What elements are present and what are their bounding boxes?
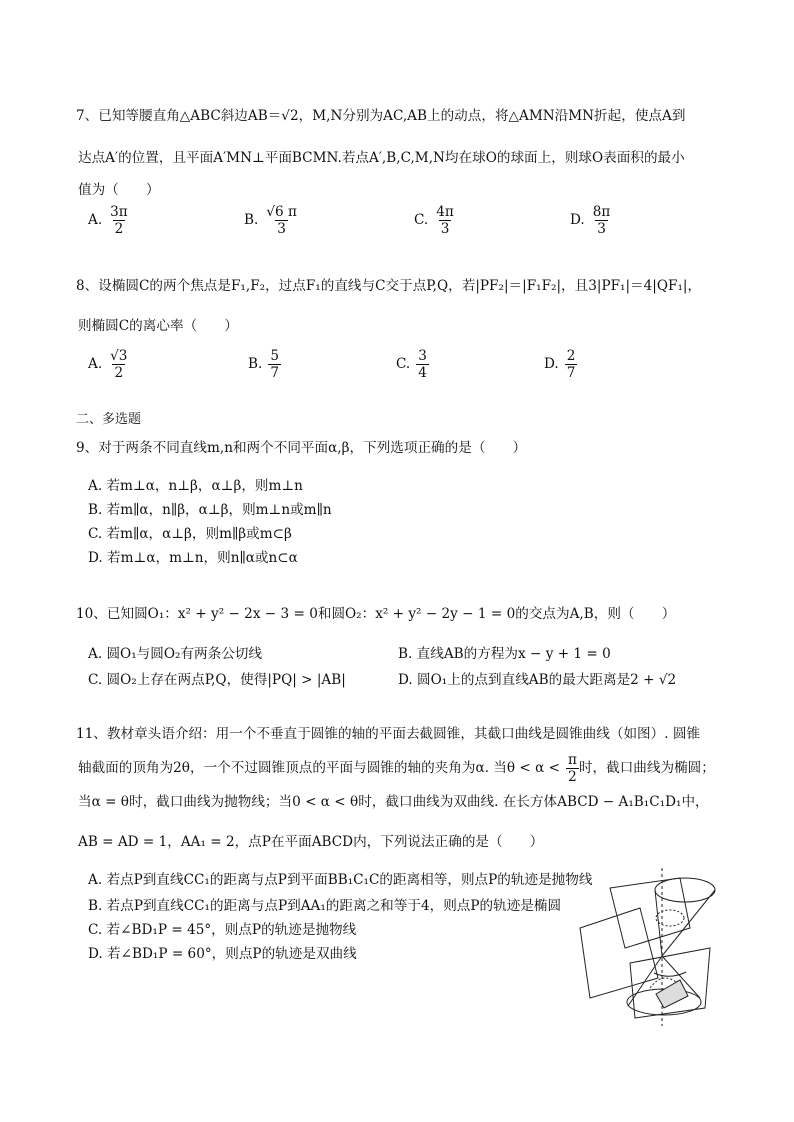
- q7-stem-line3: 值为（ ）: [78, 182, 160, 198]
- q9-stem: 9、对于两条不同直线m,n和两个不同平面α,β，下列选项正确的是（ ）: [76, 440, 527, 456]
- fraction: $\frac{4\pi}{3}$: [436, 204, 454, 237]
- option-label: B.: [244, 212, 259, 228]
- q11-option-b[interactable]: B. 若点P到直线CC₁的距离与点P到AA₁的距离之和等于4，则点P的轨迹是椭圆: [88, 898, 562, 914]
- fraction: $\frac{√6 \pi}{3}$: [266, 204, 297, 237]
- q10-option-c[interactable]: C. 圆O₂上存在两点P,Q，使得|PQ| > |AB|: [88, 672, 346, 688]
- q9-option-c[interactable]: C. 若m∥α，α⊥β，则m∥β或m⊂β: [88, 526, 292, 542]
- option-label: D.: [570, 212, 585, 228]
- option-label: D.: [544, 356, 559, 372]
- q7-option-c[interactable]: [414, 204, 456, 237]
- section-heading: 二、多选题: [76, 412, 142, 427]
- fraction: $\frac{\pi}{2}$: [567, 752, 577, 785]
- q8-stem-line1: 8、设椭圆C的两个焦点是F₁,F₂，过点F₁的直线与C交于点P,Q，若|PF₂|＝|F₁F₂|，且3|PF₁|＝4|QF₁|，: [76, 278, 702, 294]
- shaded-section: [656, 980, 688, 1008]
- q9-option-d[interactable]: D. 若m⊥α，m⊥n，则n∥α或n⊂α: [88, 550, 298, 566]
- fraction: $\frac{5}{7}$: [270, 348, 279, 381]
- q11-option-c[interactable]: C. 若∠BD₁P = 45°，则点P的轨迹是抛物线: [88, 922, 357, 938]
- ellipse-section: [656, 910, 684, 926]
- cone-section-figure: [570, 868, 720, 1028]
- q8-stem-line2: 则椭圆C的离心率（ ）: [78, 318, 238, 334]
- cutting-plane-1: [580, 908, 658, 998]
- option-label: C.: [396, 356, 411, 372]
- fraction: $\frac{√3}{2}$: [110, 348, 128, 381]
- q11-stem-line2-tail: 时，截口曲线为椭圆；: [578, 760, 715, 776]
- q10-option-d[interactable]: D. 圆O₁上的点到直线AB的最大距离是2 + √2: [398, 672, 677, 688]
- q7-option-b[interactable]: [244, 204, 299, 237]
- q7-stem-line2: 达点A′的位置，且平面A′MN⊥平面BCMN.若点A′,B,C,M,N均在球O的球面上，则球O表面积的最小: [78, 150, 685, 166]
- q11-option-d[interactable]: D. 若∠BD₁P = 60°，则点P的轨迹是双曲线: [88, 946, 357, 962]
- q8-option-b[interactable]: [248, 348, 281, 381]
- q10-option-a[interactable]: A. 圆O₁与圆O₂有两条公切线: [88, 646, 262, 662]
- option-label: B.: [248, 356, 263, 372]
- fraction: $\frac{3\pi}{2}$: [110, 204, 128, 237]
- hyperbola-section: [654, 972, 686, 976]
- cutting-plane-2: [610, 878, 690, 948]
- fraction: $\frac{2}{7}$: [566, 348, 576, 381]
- q11-stem-line4: AB = AD = 1，AA₁ = 2，点P在平面ABCD内，下列说法正确的是（ ）: [78, 834, 544, 850]
- q7-stem-line1: 7、已知等腰直角△ABC斜边AB＝√2，M,N分别为AC,AB上的动点，将△AMN沿MN折起，使点A到: [76, 108, 686, 124]
- q8-option-d[interactable]: [544, 348, 577, 381]
- q7-option-a[interactable]: [88, 204, 130, 237]
- q11-stem-line1: 11、教材章头语介绍：用一个不垂直于圆锥的轴的平面去截圆锥，其截口曲线是圆锥曲线（如图）. 圆锥: [76, 726, 701, 742]
- q9-option-b[interactable]: B. 若m∥α，n∥β，α⊥β，则m⊥n或m∥n: [88, 502, 332, 518]
- q10-option-b[interactable]: B. 直线AB的方程为x − y + 1 = 0: [398, 646, 611, 662]
- q11-option-a[interactable]: A. 若点P到直线CC₁的距离与点P到平面BB₁C₁C的距离相等，则点P的轨迹是抛物线: [88, 872, 593, 888]
- q10-stem: 10、已知圆O₁：x² + y² − 2x − 3 = 0和圆O₂：x² + y² − 2y − 1 = 0的交点为A,B，则（ ）: [76, 606, 676, 622]
- fraction: $\frac{3}{4}$: [418, 348, 427, 381]
- q11-stem-line3: 当α = θ时，截口曲线为抛物线；当0 < α < θ时，截口曲线为双曲线. 在长方体ABCD − A₁B₁C₁D₁中，: [78, 794, 709, 810]
- q11-stem-line2: [78, 752, 715, 785]
- q9-option-a[interactable]: A. 若m⊥α，n⊥β，α⊥β，则m⊥n: [88, 478, 303, 494]
- option-label: A.: [88, 356, 103, 372]
- q7-option-d[interactable]: [570, 204, 612, 237]
- option-label: A.: [88, 212, 103, 228]
- fraction: $\frac{8\pi}{3}$: [592, 204, 611, 237]
- q11-stem-line2-text: 轴截面的顶角为2θ，一个不过圆锥顶点的平面与圆锥的轴的夹角为α. 当θ < α <: [78, 760, 560, 776]
- q8-option-a[interactable]: [88, 348, 129, 381]
- option-label: C.: [414, 212, 429, 228]
- q8-option-c[interactable]: [396, 348, 429, 381]
- upper-cone-rim: [655, 878, 715, 902]
